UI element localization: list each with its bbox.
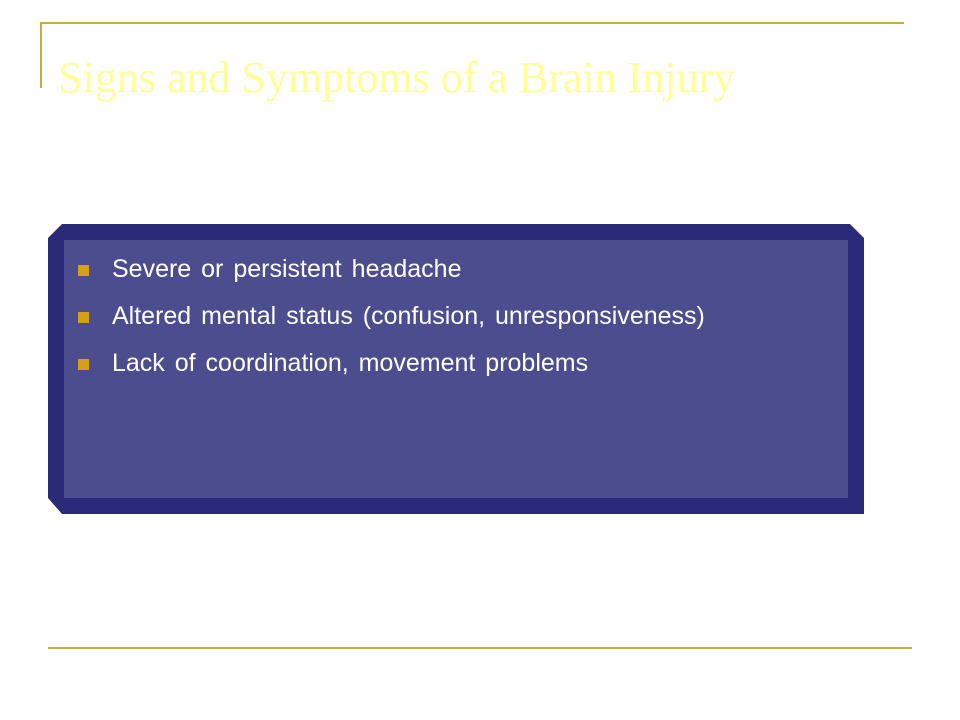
list-item — [78, 299, 838, 333]
list-item-text: Lack of coordination, movement problems — [112, 349, 589, 377]
square-bullet-icon — [78, 359, 89, 370]
left-rule — [40, 22, 42, 88]
list-item-text: Altered mental status (confusion, unresponsiveness) — [112, 302, 705, 330]
list-item — [78, 346, 838, 380]
top-rule — [40, 22, 904, 24]
list-item — [78, 252, 838, 286]
bottom-rule — [48, 647, 912, 649]
slide-title: Signs and Symptoms of a Brain Injury — [58, 53, 736, 102]
symptom-list — [78, 252, 838, 393]
list-item-text: Severe or persistent headache — [112, 255, 462, 283]
square-bullet-icon — [78, 265, 89, 276]
square-bullet-icon — [78, 312, 89, 323]
